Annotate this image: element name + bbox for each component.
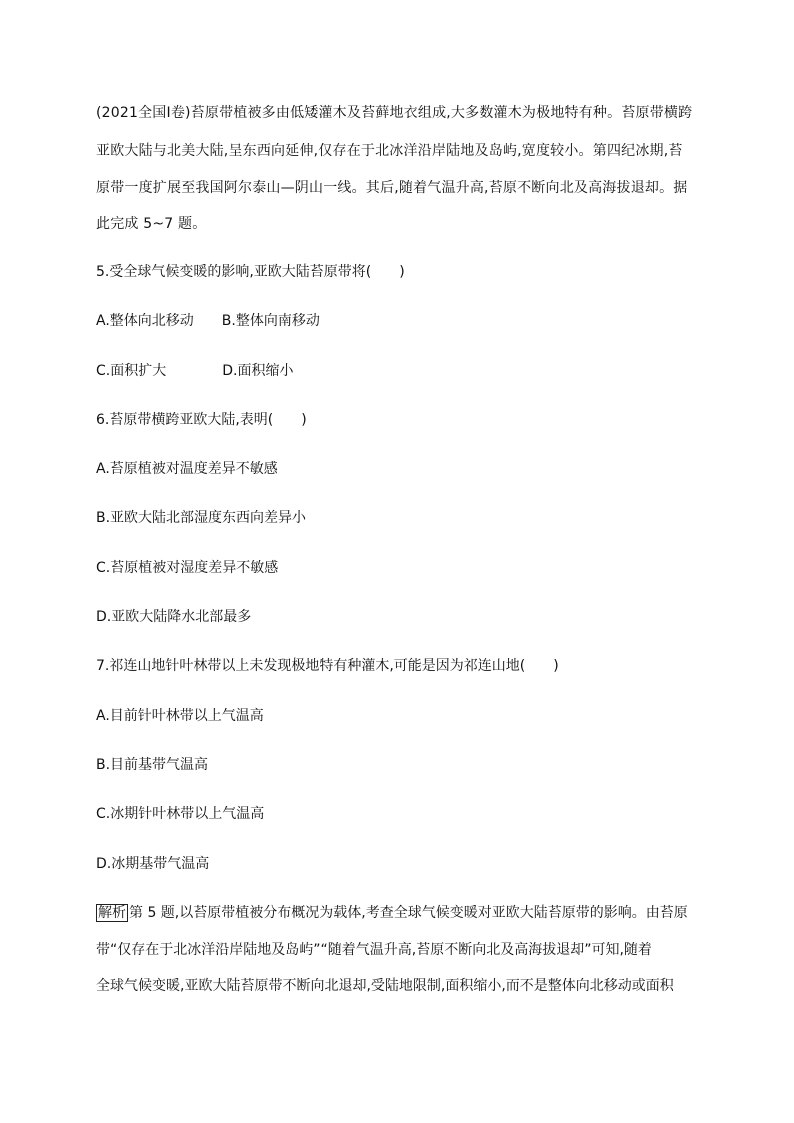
analysis-text: 第 5 题,以苔原带植被分布概况为载体,考查全球气候变暖对亚欧大陆苔原带的影响。由苔原 [129, 905, 688, 921]
intro-line: 原带一度扩展至我国阿尔泰山—阴山一线。其后,随着气温升高,苔原不断向北及高海拔退却。据 [96, 180, 688, 196]
question-stem: 5.受全球气候变暖的影响,亚欧大陆苔原带将( ) [96, 264, 405, 280]
option-b: B.亚欧大陆北部湿度东西向差异小 [96, 510, 307, 526]
analysis-line: 带“仅存在于北冰洋沿岸陆地及岛屿”“随着气温升高,苔原不断向北及高海拔退却”可知,随着 [96, 942, 652, 958]
question-stem: 7.祁连山地针叶林带以上未发现极地特有种灌木,可能是因为祁连山地( ) [96, 658, 559, 674]
question-stem: 6.苔原带横跨亚欧大陆,表明( ) [96, 412, 307, 428]
option-d: D.亚欧大陆降水北部最多 [96, 609, 252, 625]
intro-line: 此完成 5~7 题。 [96, 216, 207, 232]
analysis-label: 解析 [98, 905, 126, 921]
analysis-line [96, 903, 706, 923]
option-row: A.整体向北移动 B.整体向南移动 [96, 313, 320, 329]
option-c: C.苔原植被对湿度差异不敏感 [96, 560, 279, 576]
option-a: A.苔原植被对温度差异不敏感 [96, 461, 278, 477]
option-b: B.目前基带气温高 [96, 757, 209, 773]
option-d: D.冰期基带气温高 [96, 856, 210, 872]
option-a: A.目前针叶林带以上气温高 [96, 708, 264, 724]
intro-line: (2021全国Ⅰ卷)苔原带植被多由低矮灌木及苔藓地衣组成,大多数灌木为极地特有种。苔原带横跨 [96, 105, 693, 121]
option-row: C.面积扩大 D.面积缩小 [96, 363, 294, 379]
analysis-line: 全球气候变暖,亚欧大陆苔原带不断向北退却,受陆地限制,面积缩小,而不是整体向北移动或面积 [96, 978, 674, 994]
option-c: C.冰期针叶林带以上气温高 [96, 806, 265, 822]
intro-line: 亚欧大陆与北美大陆,呈东西向延伸,仅存在于北冰洋沿岸陆地及岛屿,宽度较小。第四纪冰期,苔 [96, 143, 683, 159]
